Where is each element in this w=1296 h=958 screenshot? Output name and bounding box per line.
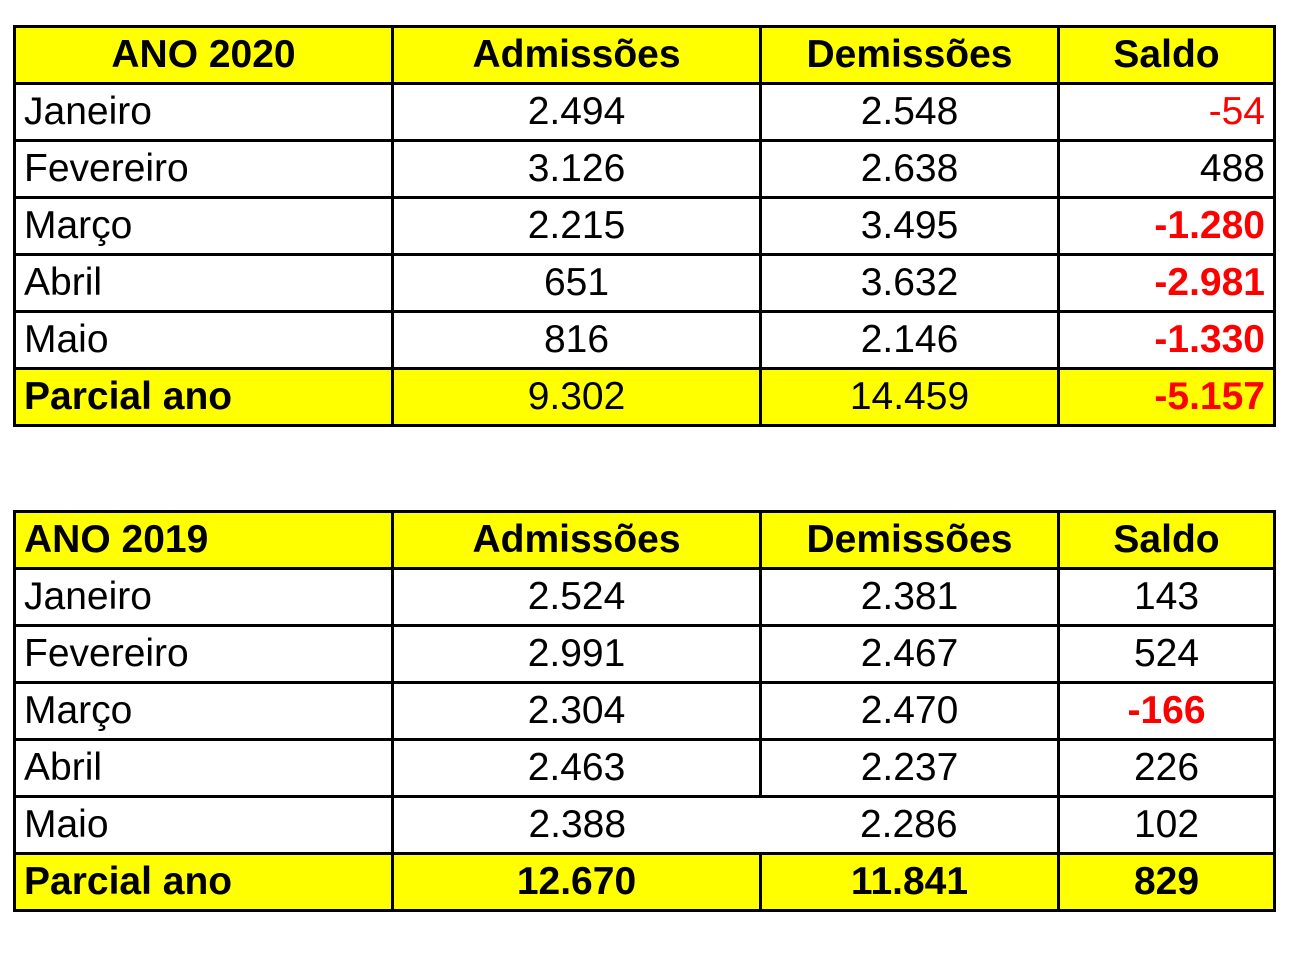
table-2020: [13, 25, 1276, 427]
total-saldo: 829: [1059, 854, 1275, 911]
admissoes-cell: 651: [393, 255, 761, 312]
admissoes-cell: 2.524: [393, 569, 761, 626]
table-row: [15, 626, 1275, 683]
month-cell: Janeiro: [15, 84, 393, 141]
demissoes-cell: 2.146: [761, 312, 1059, 369]
table-row: [15, 797, 1275, 854]
demissoes-cell: 2.548: [761, 84, 1059, 141]
year-header: ANO 2019: [15, 512, 393, 569]
month-cell: Abril: [15, 255, 393, 312]
saldo-cell: 102: [1059, 797, 1275, 854]
admissoes-cell: 2.304: [393, 683, 761, 740]
demissoes-header: Demissões: [761, 27, 1059, 84]
admissoes-cell: 2.388: [393, 797, 761, 854]
demissoes-cell: 2.467: [761, 626, 1059, 683]
table-row: [15, 740, 1275, 797]
month-cell: Fevereiro: [15, 626, 393, 683]
demissoes-cell: 2.470: [761, 683, 1059, 740]
demissoes-cell: 3.632: [761, 255, 1059, 312]
month-cell: Fevereiro: [15, 141, 393, 198]
saldo-cell: -1.280: [1059, 198, 1275, 255]
month-cell: Março: [15, 198, 393, 255]
demissoes-cell: 2.237: [761, 740, 1059, 797]
total-row: [15, 369, 1275, 426]
saldo-cell: -166: [1059, 683, 1275, 740]
month-cell: Abril: [15, 740, 393, 797]
saldo-header: Saldo: [1059, 512, 1275, 569]
admissoes-cell: 2.463: [393, 740, 761, 797]
month-cell: Maio: [15, 797, 393, 854]
total-label: Parcial ano: [15, 369, 393, 426]
month-cell: Janeiro: [15, 569, 393, 626]
saldo-header: Saldo: [1059, 27, 1275, 84]
saldo-cell: 488: [1059, 141, 1275, 198]
saldo-cell: -2.981: [1059, 255, 1275, 312]
saldo-cell: 226: [1059, 740, 1275, 797]
table-row: [15, 683, 1275, 740]
admissoes-header: Admissões: [393, 27, 761, 84]
saldo-cell: -54: [1059, 84, 1275, 141]
saldo-cell: -1.330: [1059, 312, 1275, 369]
admissoes-cell: 2.991: [393, 626, 761, 683]
saldo-cell: 143: [1059, 569, 1275, 626]
table-row: [15, 569, 1275, 626]
total-demissoes: 14.459: [761, 369, 1059, 426]
total-row: [15, 854, 1275, 911]
demissoes-cell: 3.495: [761, 198, 1059, 255]
month-cell: Março: [15, 683, 393, 740]
demissoes-header: Demissões: [761, 512, 1059, 569]
admissoes-cell: 2.215: [393, 198, 761, 255]
table-row: [15, 198, 1275, 255]
total-demissoes: 11.841: [761, 854, 1059, 911]
demissoes-cell: 2.638: [761, 141, 1059, 198]
admissoes-header: Admissões: [393, 512, 761, 569]
total-admissoes: 12.670: [393, 854, 761, 911]
total-admissoes: 9.302: [393, 369, 761, 426]
table-row: [15, 255, 1275, 312]
table-row: [15, 141, 1275, 198]
month-cell: Maio: [15, 312, 393, 369]
table-2019: [13, 510, 1276, 912]
header-row: [15, 512, 1275, 569]
demissoes-cell: 2.381: [761, 569, 1059, 626]
header-row: [15, 27, 1275, 84]
admissoes-cell: 3.126: [393, 141, 761, 198]
demissoes-cell: 2.286: [761, 797, 1059, 854]
table-row: [15, 84, 1275, 141]
saldo-cell: 524: [1059, 626, 1275, 683]
table-row: [15, 312, 1275, 369]
admissoes-cell: 816: [393, 312, 761, 369]
year-header: ANO 2020: [15, 27, 393, 84]
total-saldo: -5.157: [1059, 369, 1275, 426]
total-label: Parcial ano: [15, 854, 393, 911]
admissoes-cell: 2.494: [393, 84, 761, 141]
